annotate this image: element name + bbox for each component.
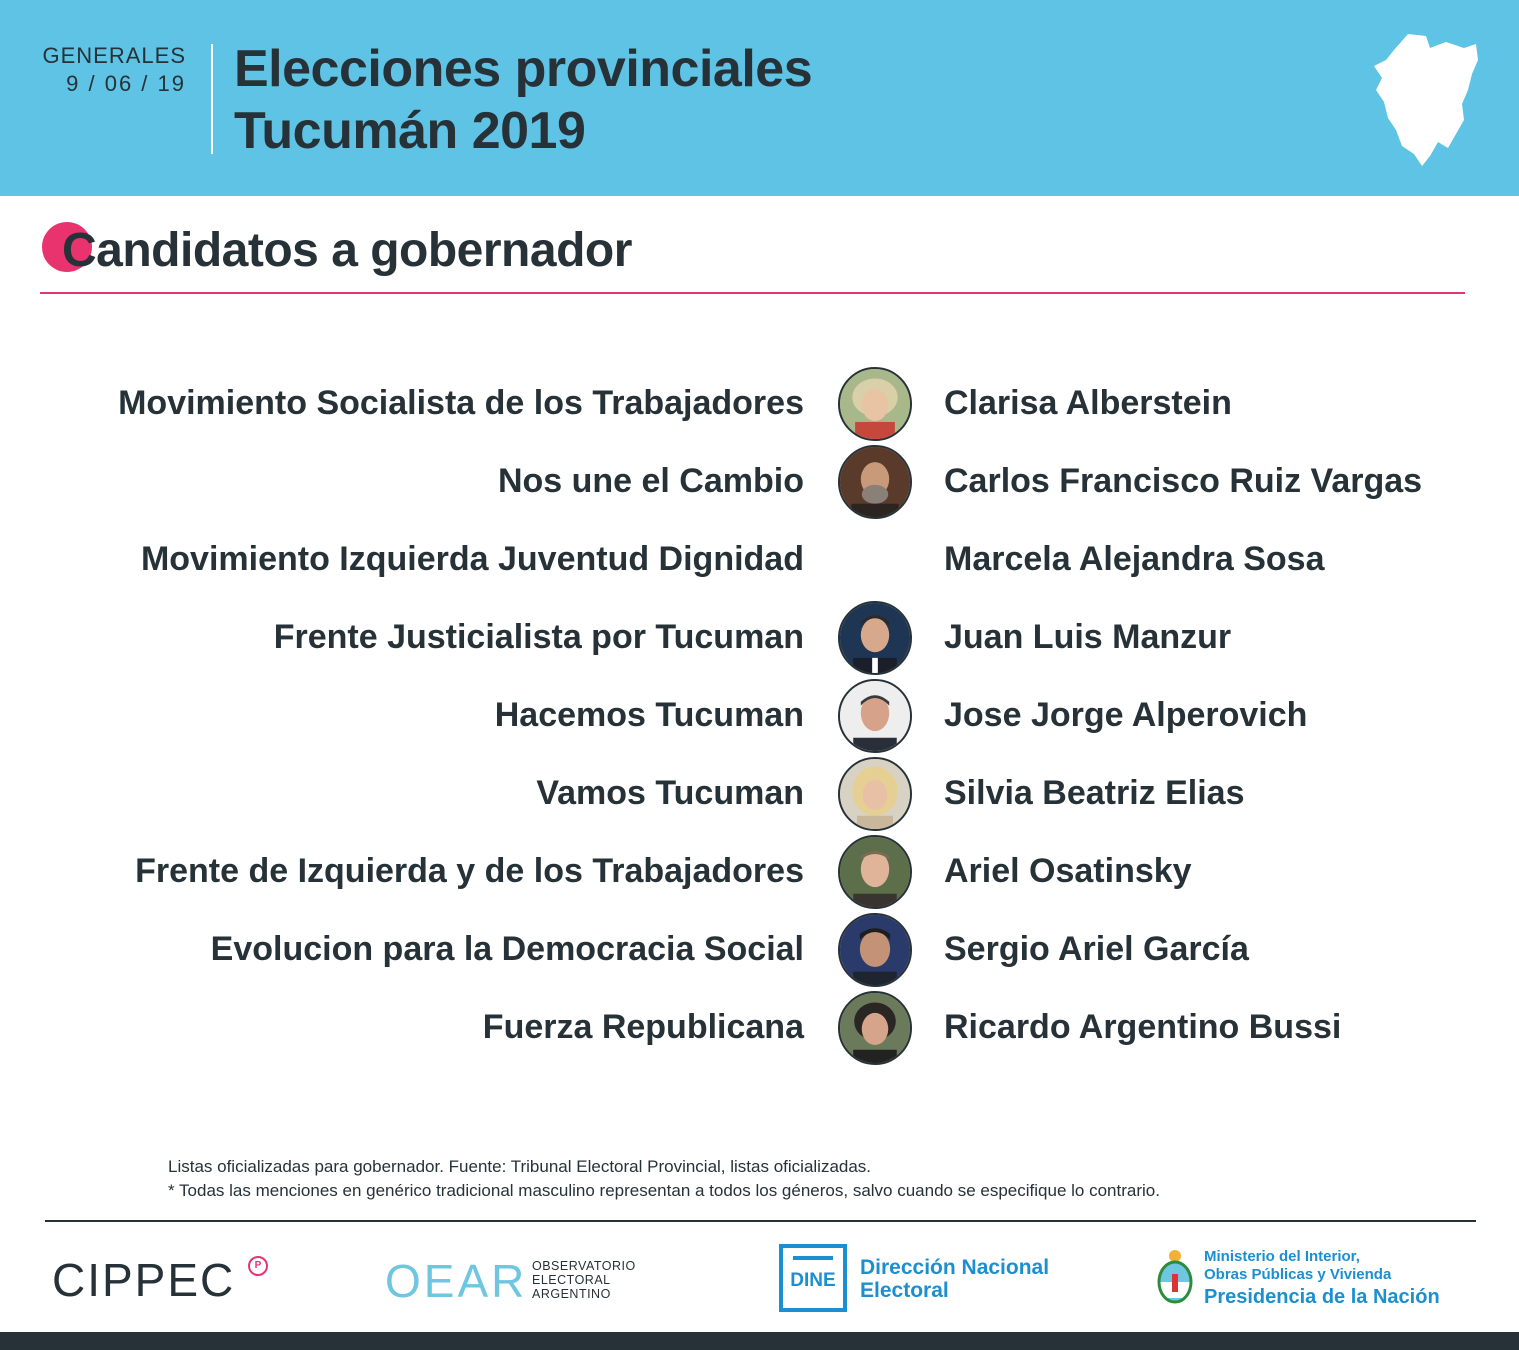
candidate-row bbox=[0, 443, 1519, 521]
candidate-photo bbox=[838, 913, 912, 987]
candidate-row bbox=[0, 599, 1519, 677]
oear-subtitle bbox=[532, 1259, 636, 1301]
candidate-row bbox=[0, 677, 1519, 755]
party-name: Frente Justicialista por Tucuman bbox=[273, 618, 804, 656]
oear-sub-line: ELECTORAL bbox=[532, 1273, 611, 1287]
party-name: Hacemos Tucuman bbox=[494, 696, 804, 734]
footer-rule bbox=[45, 1220, 1476, 1222]
dine-logo-bar bbox=[793, 1256, 833, 1260]
argentina-coat-of-arms-icon bbox=[1155, 1248, 1195, 1308]
dine-logo bbox=[779, 1244, 847, 1312]
oear-sub-line: ARGENTINO bbox=[532, 1287, 611, 1301]
ministry-line: Obras Públicas y Vivienda bbox=[1204, 1266, 1392, 1283]
party-name: Movimiento Izquierda Juventud Dignidad bbox=[140, 540, 804, 578]
candidate-name: Ricardo Argentino Bussi bbox=[944, 1008, 1342, 1046]
candidate-row bbox=[0, 911, 1519, 989]
source-notes bbox=[168, 1155, 1418, 1203]
cippec-logo: CIPPEC bbox=[52, 1254, 236, 1306]
bottom-bar bbox=[0, 1332, 1519, 1350]
party-name: Nos une el Cambio bbox=[497, 462, 804, 500]
title-line-1: Elecciones provinciales bbox=[234, 40, 813, 98]
oear-logo: OEAR bbox=[385, 1255, 528, 1307]
party-name: Movimiento Socialista de los Trabajadores bbox=[118, 384, 804, 422]
dine-name-line: Electoral bbox=[860, 1279, 949, 1302]
header-divider bbox=[211, 44, 213, 154]
candidate-photo bbox=[838, 679, 912, 753]
page-title bbox=[234, 38, 812, 162]
candidate-photo bbox=[838, 991, 912, 1065]
source-note: Listas oficializadas para gobernador. Fuente: Tribunal Electoral Provincial, listas oficializadas. bbox=[168, 1157, 872, 1176]
candidate-photo bbox=[838, 601, 912, 675]
candidate-name: Ariel Osatinsky bbox=[944, 852, 1192, 890]
candidate-row bbox=[0, 989, 1519, 1067]
oear-sub-line: OBSERVATORIO bbox=[532, 1259, 636, 1273]
ministry-line: Ministerio del Interior, bbox=[1204, 1248, 1360, 1265]
party-name: Frente de Izquierda y de los Trabajadores bbox=[135, 852, 804, 890]
election-type: GENERALES bbox=[42, 43, 186, 68]
candidate-name: Carlos Francisco Ruiz Vargas bbox=[944, 462, 1423, 500]
candidate-name: Marcela Alejandra Sosa bbox=[944, 540, 1325, 578]
candidate-name: Sergio Ariel García bbox=[944, 930, 1249, 968]
candidate-row bbox=[0, 365, 1519, 443]
candidate-row bbox=[0, 833, 1519, 911]
dine-name-line: Dirección Nacional bbox=[860, 1256, 1050, 1279]
header-banner bbox=[0, 0, 1519, 196]
candidate-row bbox=[0, 521, 1519, 599]
presidency-line: Presidencia de la Nación bbox=[1204, 1286, 1440, 1308]
election-date: 9 / 06 / 19 bbox=[66, 71, 186, 96]
party-name: Fuerza Republicana bbox=[482, 1008, 804, 1046]
ministry-logo bbox=[1204, 1248, 1440, 1310]
candidate-photo bbox=[838, 445, 912, 519]
gender-note: * Todas las menciones en genérico tradicional masculino representan a todos los géneros, salvo cuando se especifique lo contrario. bbox=[168, 1181, 1160, 1200]
cippec-badge-icon: P bbox=[248, 1256, 268, 1276]
candidate-name: Jose Jorge Alperovich bbox=[944, 696, 1308, 734]
tucuman-map-icon bbox=[1368, 30, 1480, 170]
section-rule bbox=[40, 292, 1465, 294]
candidate-name: Juan Luis Manzur bbox=[944, 618, 1232, 656]
dine-logo-text: DINE bbox=[790, 1270, 836, 1291]
title-line-2: Tucumán 2019 bbox=[234, 102, 586, 160]
candidate-name: Silvia Beatriz Elias bbox=[944, 774, 1245, 812]
section-title: Candidatos a gobernador bbox=[62, 224, 632, 277]
dine-name bbox=[860, 1256, 1049, 1302]
party-name: Vamos Tucuman bbox=[536, 774, 804, 812]
candidate-photo bbox=[838, 757, 912, 831]
candidate-row bbox=[0, 755, 1519, 833]
candidate-photo bbox=[838, 367, 912, 441]
party-name: Evolucion para la Democracia Social bbox=[210, 930, 804, 968]
candidate-photo bbox=[838, 835, 912, 909]
candidate-name: Clarisa Alberstein bbox=[944, 384, 1232, 422]
